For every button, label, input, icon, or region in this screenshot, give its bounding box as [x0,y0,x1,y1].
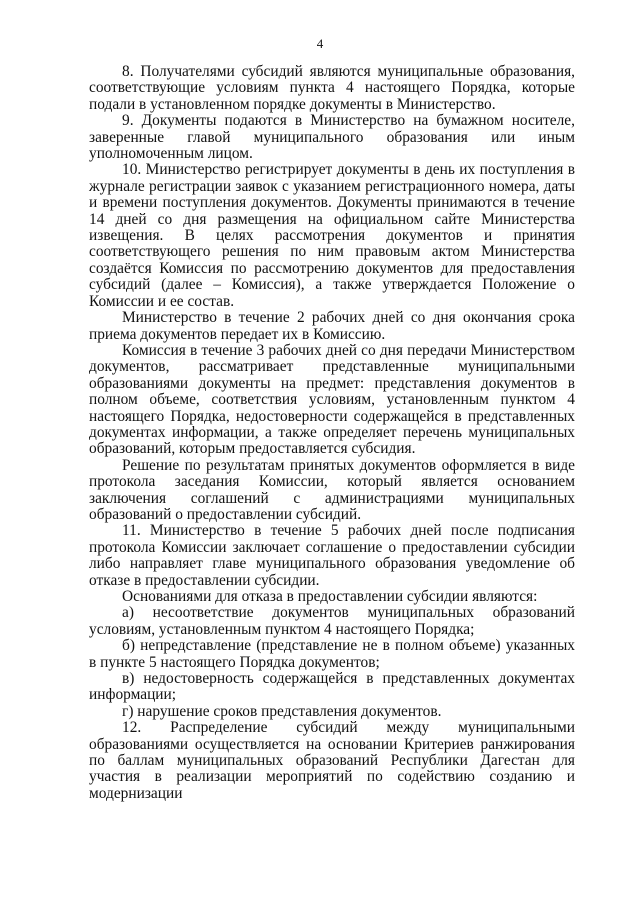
paragraph-11: 11. Министерство в течение 5 рабочих дней после подписания протокола Комиссии заключает соглашение о предоставлении субсидии либо направляет главе муниципального образования уведомление об отказе в предоставлении субсидии. [89,522,575,589]
paragraph-10-transfer: Министерство в течение 2 рабочих дней со дня окончания срока приема документов передает их в Комиссию. [89,309,575,343]
refusal-ground-a: а) несоответствие документов муниципальных образований условиям, установленным пунктом 4 настоящего Порядка; [89,604,575,638]
document-body [89,64,575,802]
page-number: 4 [316,36,324,51]
refusal-ground-c: в) недостоверность содержащейся в представленных документах информации; [89,670,575,704]
refusal-ground-b: б) непредставление (представление не в полном объеме) указанных в пункте 5 настоящего Порядка документов; [89,637,575,671]
paragraph-11-refusal-grounds: Основаниями для отказа в предоставлении субсидии являются: [122,588,538,605]
paragraph-10-decision: Решение по результатам принятых документов оформляется в виде протокола заседания Комиссии, который является основанием заключения соглашений с администрациями муниципальных образований о предоставлении субсидий. [89,456,575,523]
paragraph-12: 12. Распределение субсидий между муниципальными образованиями осуществляется на основании Критериев ранжирования по баллам муниципальных образований Республики Дагестан для участия в реализации мероприятий по содействию созданию и модернизации [89,719,575,802]
paragraph-8: 8. Получателями субсидий являются муниципальные образования, соответствующие условиям пункта 4 настоящего Порядка, которые подали в установленном порядке документы в Министерство. [89,63,575,113]
paragraph-9: 9. Документы подаются в Министерство на бумажном носителе, заверенные главой муниципального образования или иным уполномоченным лицом. [89,112,575,163]
paragraph-10: 10. Министерство регистрирует документы в день их поступления в журнале регистрации заявок с указанием регистрационного номера, даты и времени поступления документов. Документы принимаются в течение 14 дней со дня размещения на официальном сайте Министерства извещения. В целях рассмотрения документов и принятия соответствующего решения по ним правовым актом Министерства создаётся Комиссия по рассмотрению документов для предоставления субсидий (далее – Комиссия), а также утверждается Положение о Комиссии и ее состав. [89,161,575,310]
paragraph-10-commission-review: Комиссия в течение 3 рабочих дней со дня передачи Министерством документов, рассматривает представленные муниципальными образованиями документы на предмет: представления документов в полном объеме, соответствия условиям, установленным пунктом 4 настоящего Порядка, недостоверности содержащейся в представленных документах информации, а также определяет перечень муниципальных образований, которым предоставляется субсидия. [89,341,575,458]
refusal-ground-d: г) нарушение сроков представления документов. [122,702,442,720]
